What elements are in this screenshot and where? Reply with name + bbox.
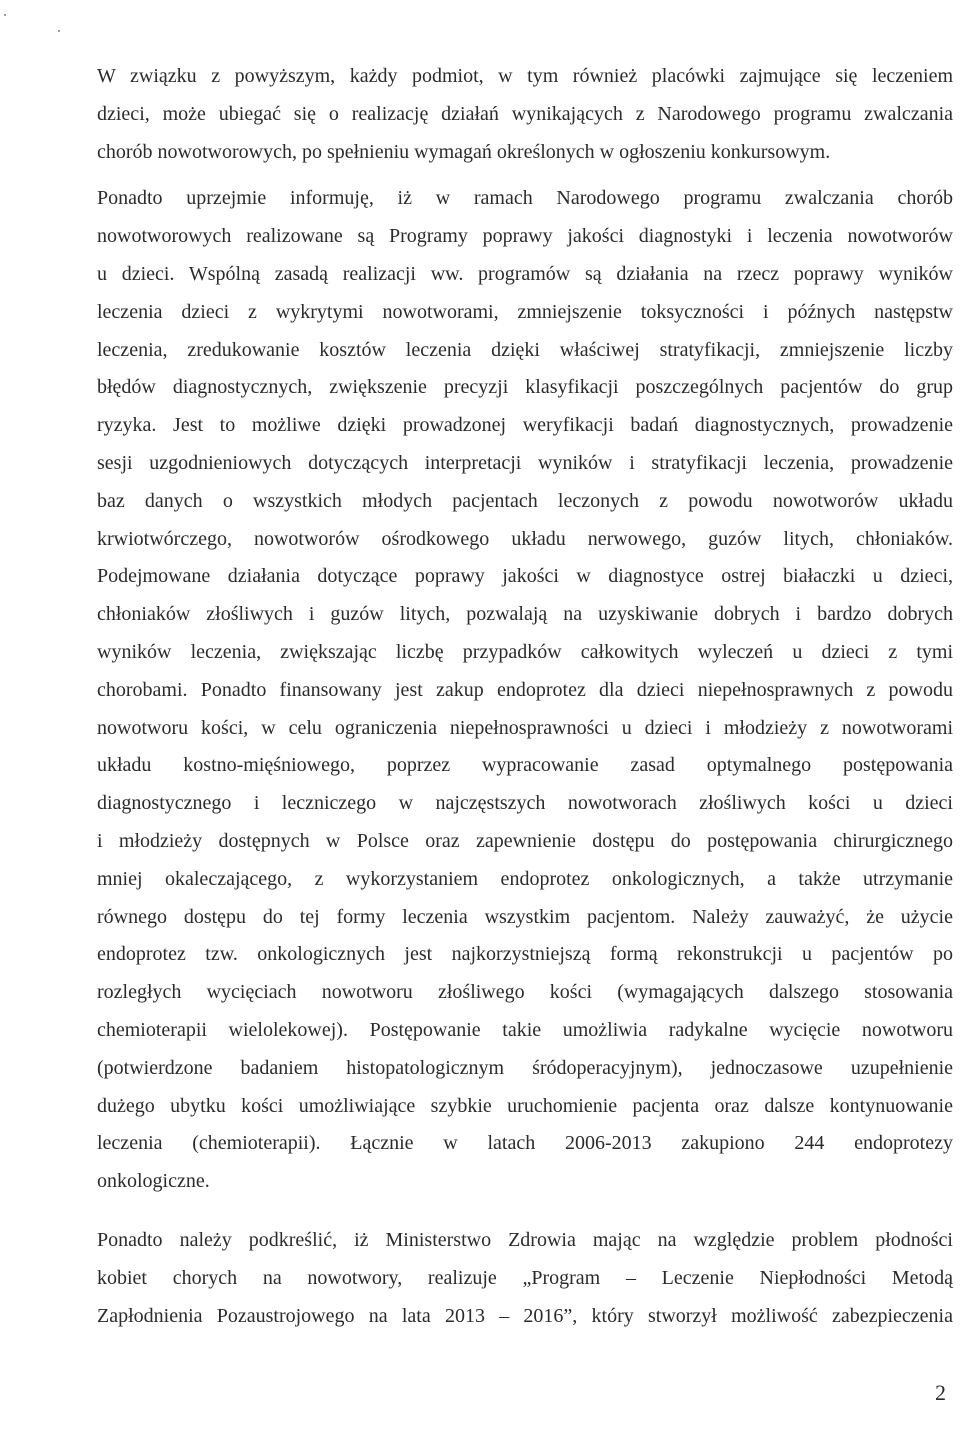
paragraph-3 bbox=[97, 1222, 953, 1335]
document-page bbox=[97, 58, 953, 1335]
text-line: mniej okaleczającego, z wykorzystaniem endoprotez onkologicznych, a także utrzymanie bbox=[97, 867, 953, 890]
text-line: błędów diagnostycznych, zwiększenie precyzji klasyfikacji poszczególnych pacjentów do grup bbox=[97, 376, 953, 399]
text-line: sesji uzgodnieniowych dotyczących interpretacji wyników i stratyfikacji leczenia, prowadzenie bbox=[97, 451, 953, 474]
text-line: i młodzieży dostępnych w Polsce oraz zapewnienie dostępu do postępowania chirurgicznego bbox=[97, 829, 953, 852]
text-line: chłoniaków złośliwych i guzów litych, pozwalają na uzyskiwanie dobrych i bardzo dobrych bbox=[97, 603, 953, 626]
text-line: Zapłodnienia Pozaustrojowego na lata 2013 – 2016”, który stworzył możliwość zabezpieczenia bbox=[97, 1304, 953, 1327]
text-line: rozległych wycięciach nowotworu złośliwego kości (wymagających dalszego stosowania bbox=[97, 981, 953, 1004]
scan-speck bbox=[58, 30, 60, 32]
text-line: wyników leczenia, zwiększając liczbę przypadków całkowitych wyleczeń u dzieci z tymi bbox=[97, 640, 953, 663]
text-line: nowotworu kości, w celu ograniczenia niepełnosprawności u dzieci i młodzieży z nowotworami bbox=[97, 716, 953, 739]
text-line: leczenia, zredukowanie kosztów leczenia dzięki właściwej stratyfikacji, zmniejszenie liczby bbox=[97, 338, 953, 361]
text-line: dzieci, może ubiegać się o realizację działań wynikających z Narodowego programu zwalczania bbox=[97, 102, 953, 125]
text-line: krwiotwórczego, nowotworów ośrodkowego układu nerwowego, guzów litych, chłoniaków. bbox=[97, 527, 953, 550]
scan-speck bbox=[4, 14, 6, 16]
paragraph-1 bbox=[97, 58, 953, 171]
text-line: Podejmowane działania dotyczące poprawy jakości w diagnostyce ostrej białaczki u dzieci, bbox=[97, 565, 953, 588]
text-line: układu kostno-mięśniowego, poprzez wypracowanie zasad optymalnego postępowania bbox=[97, 754, 953, 777]
text-line: kobiet chorych na nowotwory, realizuje „Program – Leczenie Niepłodności Metodą bbox=[97, 1266, 953, 1289]
page-number: 2 bbox=[935, 1380, 946, 1405]
text-line: nowotworowych realizowane są Programy poprawy jakości diagnostyki i leczenia nowotworów bbox=[97, 225, 953, 248]
text-line: chemioterapii wielolekowej). Postępowanie takie umożliwia radykalne wycięcie nowotworu bbox=[97, 1018, 953, 1041]
text-line: ryzyka. Jest to możliwe dzięki prowadzonej weryfikacji badań diagnostycznych, prowadzenie bbox=[97, 414, 953, 437]
text-line: chorobami. Ponadto finansowany jest zakup endoprotez dla dzieci niepełnosprawnych z powodu bbox=[97, 678, 953, 701]
text-line: równego dostępu do tej formy leczenia wszystkim pacjentom. Należy zauważyć, że użycie bbox=[97, 905, 953, 928]
text-line: leczenia dzieci z wykrytymi nowotworami, zmniejszenie toksyczności i późnych następstw bbox=[97, 300, 953, 323]
text-line: onkologiczne. bbox=[97, 1170, 210, 1193]
text-line: baz danych o wszystkich młodych pacjentach leczonych z powodu nowotworów układu bbox=[97, 489, 953, 512]
text-line: leczenia (chemioterapii). Łącznie w latach 2006-2013 zakupiono 244 endoprotezy bbox=[97, 1132, 953, 1155]
text-line: Ponadto uprzejmie informuję, iż w ramach Narodowego programu zwalczania chorób bbox=[97, 187, 953, 210]
text-line: chorób nowotworowych, po spełnieniu wymagań określonych w ogłoszeniu konkursowym. bbox=[97, 140, 831, 163]
text-line: W związku z powyższym, każdy podmiot, w tym również placówki zajmujące się leczeniem bbox=[97, 65, 953, 87]
text-line: diagnostycznego i leczniczego w najczęstszych nowotworach złośliwych kości u dzieci bbox=[97, 792, 953, 815]
text-line: dużego ubytku kości umożliwiające szybkie uruchomienie pacjenta oraz dalsze kontynuowanie bbox=[97, 1094, 953, 1117]
text-line: u dzieci. Wspólną zasadą realizacji ww. programów są działania na rzecz poprawy wyników bbox=[97, 262, 953, 285]
text-line: Ponadto należy podkreślić, iż Ministerstwo Zdrowia mając na względzie problem płodności bbox=[97, 1228, 953, 1251]
text-line: (potwierdzone badaniem histopatologicznym śródoperacyjnym), jednoczasowe uzupełnienie bbox=[97, 1056, 953, 1079]
text-line: endoprotez tzw. onkologicznych jest najkorzystniejszą formą rekonstrukcji u pacjentów po bbox=[97, 943, 953, 966]
paragraph-2 bbox=[97, 180, 953, 1201]
